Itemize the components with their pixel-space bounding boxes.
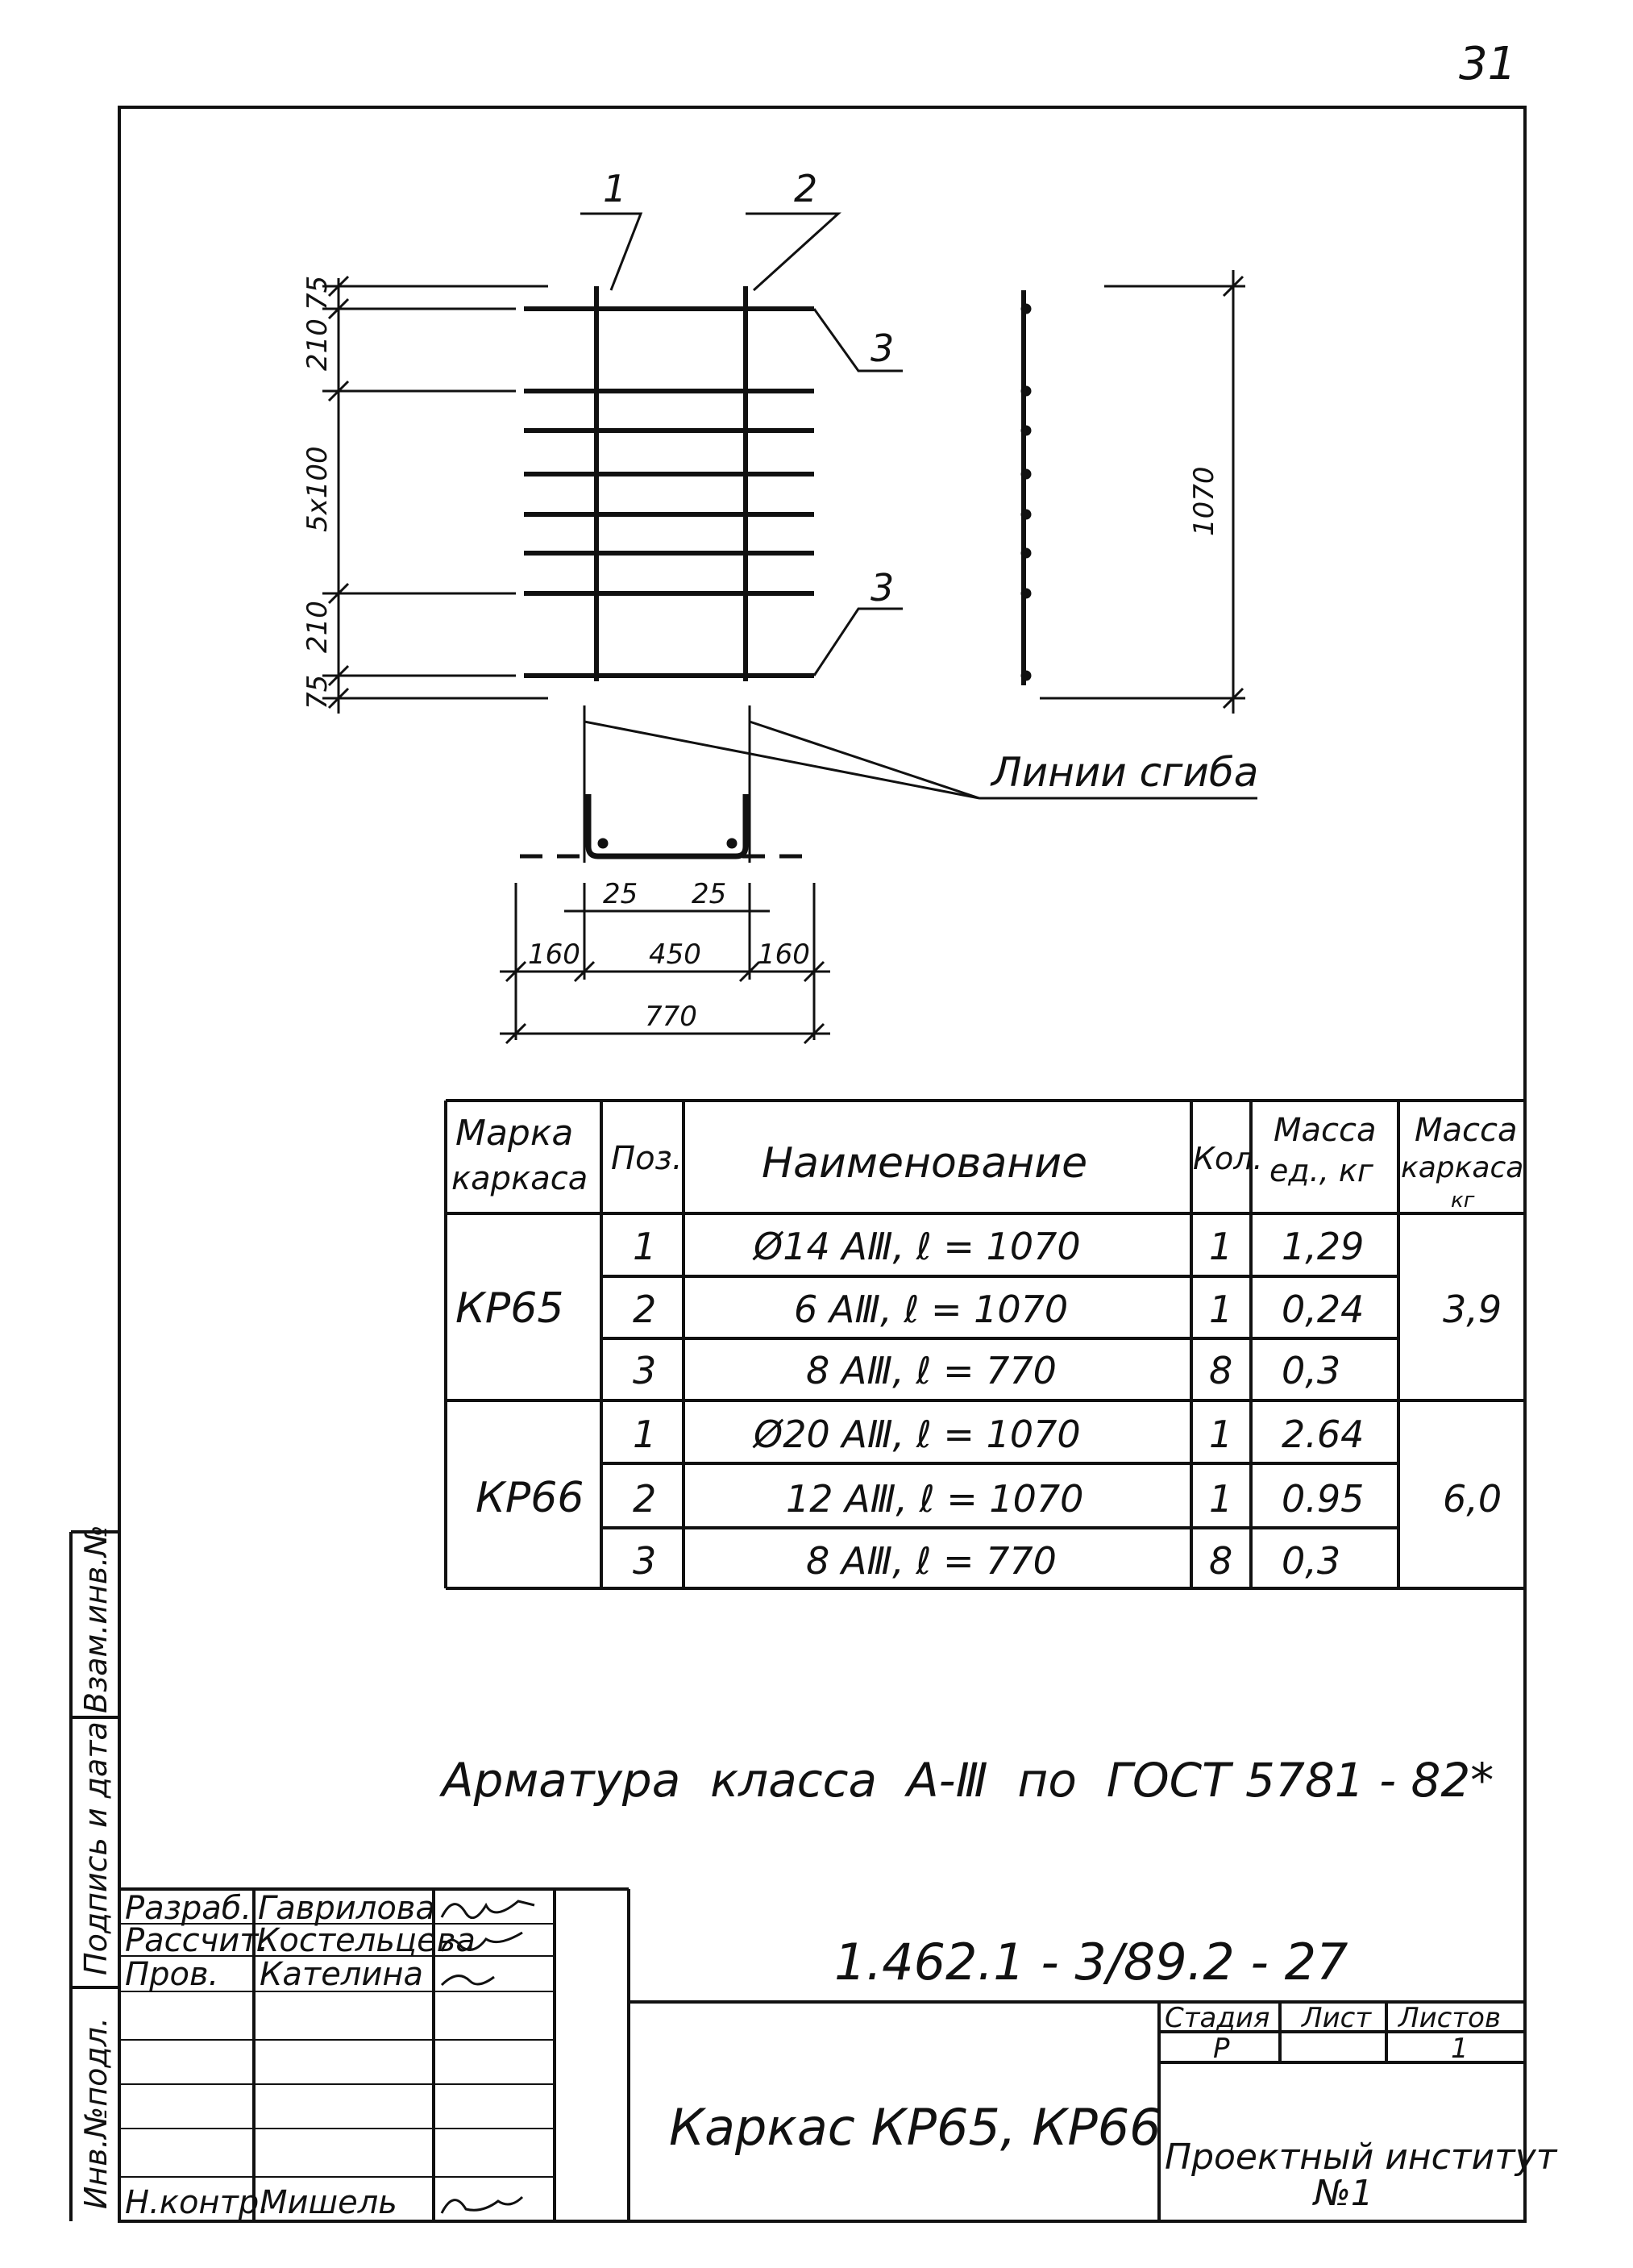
dim-25-right: 25 (692, 878, 727, 910)
row-qty: 1 (1209, 1288, 1233, 1331)
organization-line-1: Проектный институт (1165, 2137, 1557, 2178)
dim-160-right: 160 (758, 938, 810, 971)
dim-210-bottom: 210 (301, 601, 334, 653)
stage-value: Р (1213, 2033, 1230, 2065)
dim-450: 450 (649, 938, 701, 971)
group-mark-kp66: КР66 (476, 1474, 584, 1522)
row-qty: 1 (1209, 1225, 1233, 1268)
row-pos: 1 (633, 1225, 657, 1268)
row-mass: 0,3 (1282, 1349, 1341, 1392)
name-nkontr: Мишель (260, 2184, 397, 2221)
row-pos: 2 (633, 1477, 657, 1521)
row-mass: 2.64 (1282, 1413, 1365, 1456)
header-frame-mass-2: каркаса (1401, 1151, 1524, 1184)
transverse-bars (524, 309, 814, 676)
role-rasschit: Рассчит. (125, 1922, 269, 1959)
callout-3a: 3 (871, 327, 895, 370)
row-qty: 1 (1209, 1413, 1233, 1456)
row-mass: 1,29 (1282, 1225, 1365, 1268)
stamp-inv-podl: Инв.№подл. (78, 2016, 114, 2209)
dim-75-top: 75 (301, 275, 334, 310)
row-qty: 8 (1209, 1539, 1233, 1583)
row-pos: 2 (633, 1288, 657, 1331)
dim-770: 770 (645, 1001, 697, 1033)
header-pos: Поз. (611, 1140, 683, 1177)
stamp-vzam-inv: Взам.инв.№ (78, 1525, 114, 1713)
stage-header: Стадия (1165, 2002, 1270, 2034)
drawing-title: Каркас КР65, КР66 (669, 2098, 1161, 2157)
sheets-header: Листов (1398, 2002, 1502, 2034)
reinforcement-note: Арматура класса A-Ⅲ по ГОСТ 5781 - 82* (442, 1753, 1494, 1808)
leader-3b (814, 609, 903, 676)
row-name: Ø14 AⅢ, ℓ = 1070 (754, 1225, 1081, 1268)
header-frame-mass-3: кг (1451, 1188, 1475, 1213)
callout-3b: 3 (871, 566, 895, 610)
dim-25-left: 25 (603, 878, 638, 910)
bend-lines-label: Линии сгиба (991, 749, 1259, 796)
name-prov: Кателина (260, 1956, 424, 1993)
dim-5x100: 5x100 (301, 446, 334, 532)
role-nkontr: Н.контр. (125, 2184, 269, 2221)
header-unit-mass-1: Масса (1274, 1112, 1377, 1149)
row-mass: 0.95 (1282, 1477, 1365, 1521)
cross-section (520, 794, 814, 856)
stamp-podpis-data: Подпись и дата (78, 1721, 114, 1975)
row-name: 8 AⅢ, ℓ = 770 (806, 1539, 1057, 1583)
header-frame-mass-1: Масса (1415, 1112, 1518, 1149)
row-name: 6 AⅢ, ℓ = 1070 (794, 1288, 1069, 1331)
leader-1 (580, 214, 641, 290)
page-number: 31 (1459, 38, 1517, 90)
sheets-value: 1 (1451, 2033, 1469, 2065)
row-pos: 3 (633, 1349, 657, 1392)
row-mass: 0,3 (1282, 1539, 1341, 1583)
group-mass-kp66: 6,0 (1443, 1477, 1502, 1521)
header-qty: Кол. (1193, 1141, 1263, 1176)
designation: 1.462.1 - 3/89.2 - 27 (834, 1933, 1348, 1991)
frame-elevation (322, 214, 903, 714)
callout-2: 2 (794, 167, 818, 210)
row-name: Ø20 AⅢ, ℓ = 1070 (754, 1413, 1081, 1456)
header-mark-2: каркаса (451, 1160, 588, 1197)
leader-2 (746, 214, 838, 290)
row-qty: 8 (1209, 1349, 1233, 1392)
role-prov: Пров. (125, 1956, 219, 1993)
role-razrab: Разраб. (125, 1890, 252, 1927)
group-mass-kp65: 3,9 (1443, 1288, 1502, 1331)
row-mass: 0,24 (1282, 1288, 1365, 1331)
dim-160-left: 160 (528, 938, 580, 971)
organization-line-2: №1 (1314, 2173, 1373, 2214)
sheet-header: Лист (1302, 2002, 1372, 2034)
header-name: Наименование (762, 1139, 1088, 1188)
callout-1: 1 (603, 167, 627, 210)
row-name: 8 AⅢ, ℓ = 770 (806, 1349, 1057, 1392)
name-rasschit: Костельцева (256, 1922, 476, 1959)
group-mark-kp65: КР65 (455, 1284, 564, 1333)
dim-75-bottom: 75 (301, 674, 334, 710)
dim-210-top: 210 (301, 318, 334, 371)
row-pos: 1 (633, 1413, 657, 1456)
dim-ext-left (322, 277, 548, 708)
row-name: 12 AⅢ, ℓ = 1070 (786, 1477, 1084, 1521)
row-pos: 3 (633, 1539, 657, 1583)
row-qty: 1 (1209, 1477, 1233, 1521)
header-unit-mass-2: ед., кг (1269, 1153, 1373, 1188)
header-mark-1: Марка (455, 1113, 574, 1154)
dim-1070: 1070 (1188, 466, 1220, 536)
name-razrab: Гаврилова (258, 1890, 435, 1927)
frame-side-view (1021, 290, 1031, 685)
